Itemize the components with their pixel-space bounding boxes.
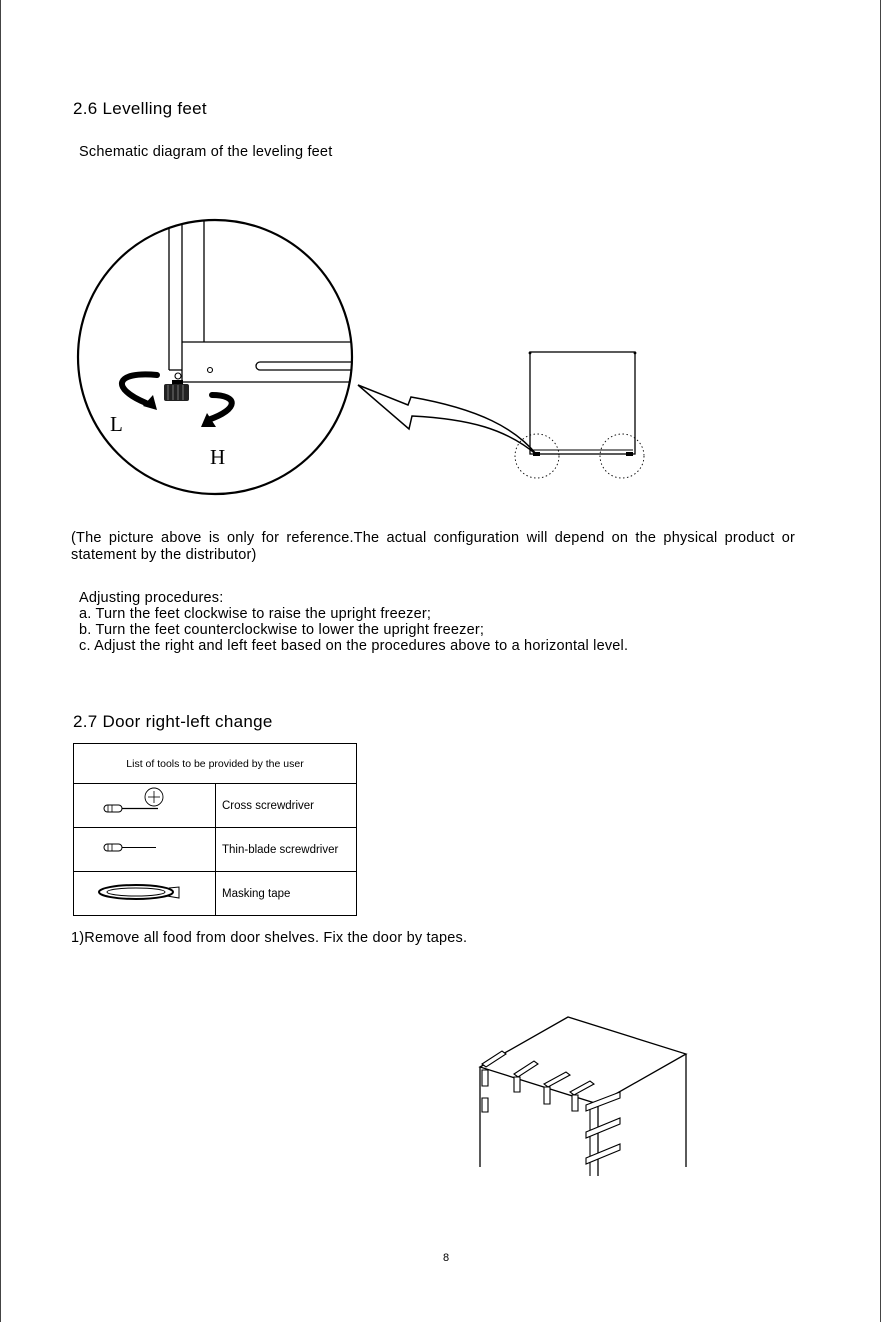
label-low: L	[110, 412, 123, 436]
tool-name: Thin-blade screwdriver	[216, 828, 357, 872]
cross-screwdriver-icon	[74, 784, 215, 822]
adjusting-procedures	[79, 590, 628, 654]
freezer-front-view	[515, 352, 644, 478]
door-step-1: 1)Remove all food from door shelves. Fix the door by tapes.	[71, 930, 468, 946]
page-edge-right	[880, 0, 881, 1322]
tools-table-header: List of tools to be provided by the user	[74, 744, 357, 784]
page-number: 8	[443, 1252, 450, 1264]
clockwise-arrow-icon	[208, 395, 232, 420]
page-edge-left	[0, 0, 1, 1322]
section-title-door-change: 2.7 Door right-left change	[73, 712, 273, 731]
tools-table	[73, 743, 357, 916]
right-foot-highlight	[600, 434, 644, 478]
diagram-caption: Schematic diagram of the leveling feet	[79, 144, 333, 160]
reference-note: (The picture above is only for reference.The actual configuration will depend on the physical product or statement by the distributor)	[71, 530, 795, 563]
procedure-step: a. Turn the feet clockwise to raise the upright freezer;	[79, 606, 432, 622]
procedure-step: b. Turn the feet counterclockwise to lower the upright freezer;	[79, 622, 485, 638]
pointer-arrow-icon	[358, 385, 537, 455]
label-high: H	[210, 445, 226, 469]
procedure-step: c. Adjust the right and left feet based on the procedures above to a horizontal level.	[79, 638, 629, 654]
procedures-heading: Adjusting procedures:	[79, 590, 224, 606]
taped-freezer-diagram	[470, 1010, 700, 1182]
tape-strips	[482, 1051, 620, 1164]
section-title-levelling-feet: 2.6 Levelling feet	[73, 99, 207, 118]
thin-blade-screwdriver-icon	[74, 828, 215, 866]
tool-name: Cross screwdriver	[216, 784, 357, 828]
levelling-feet-diagram	[60, 215, 660, 505]
magnified-corner-detail	[164, 215, 396, 401]
tool-name: Masking tape	[216, 872, 357, 916]
masking-tape-icon	[74, 872, 215, 910]
